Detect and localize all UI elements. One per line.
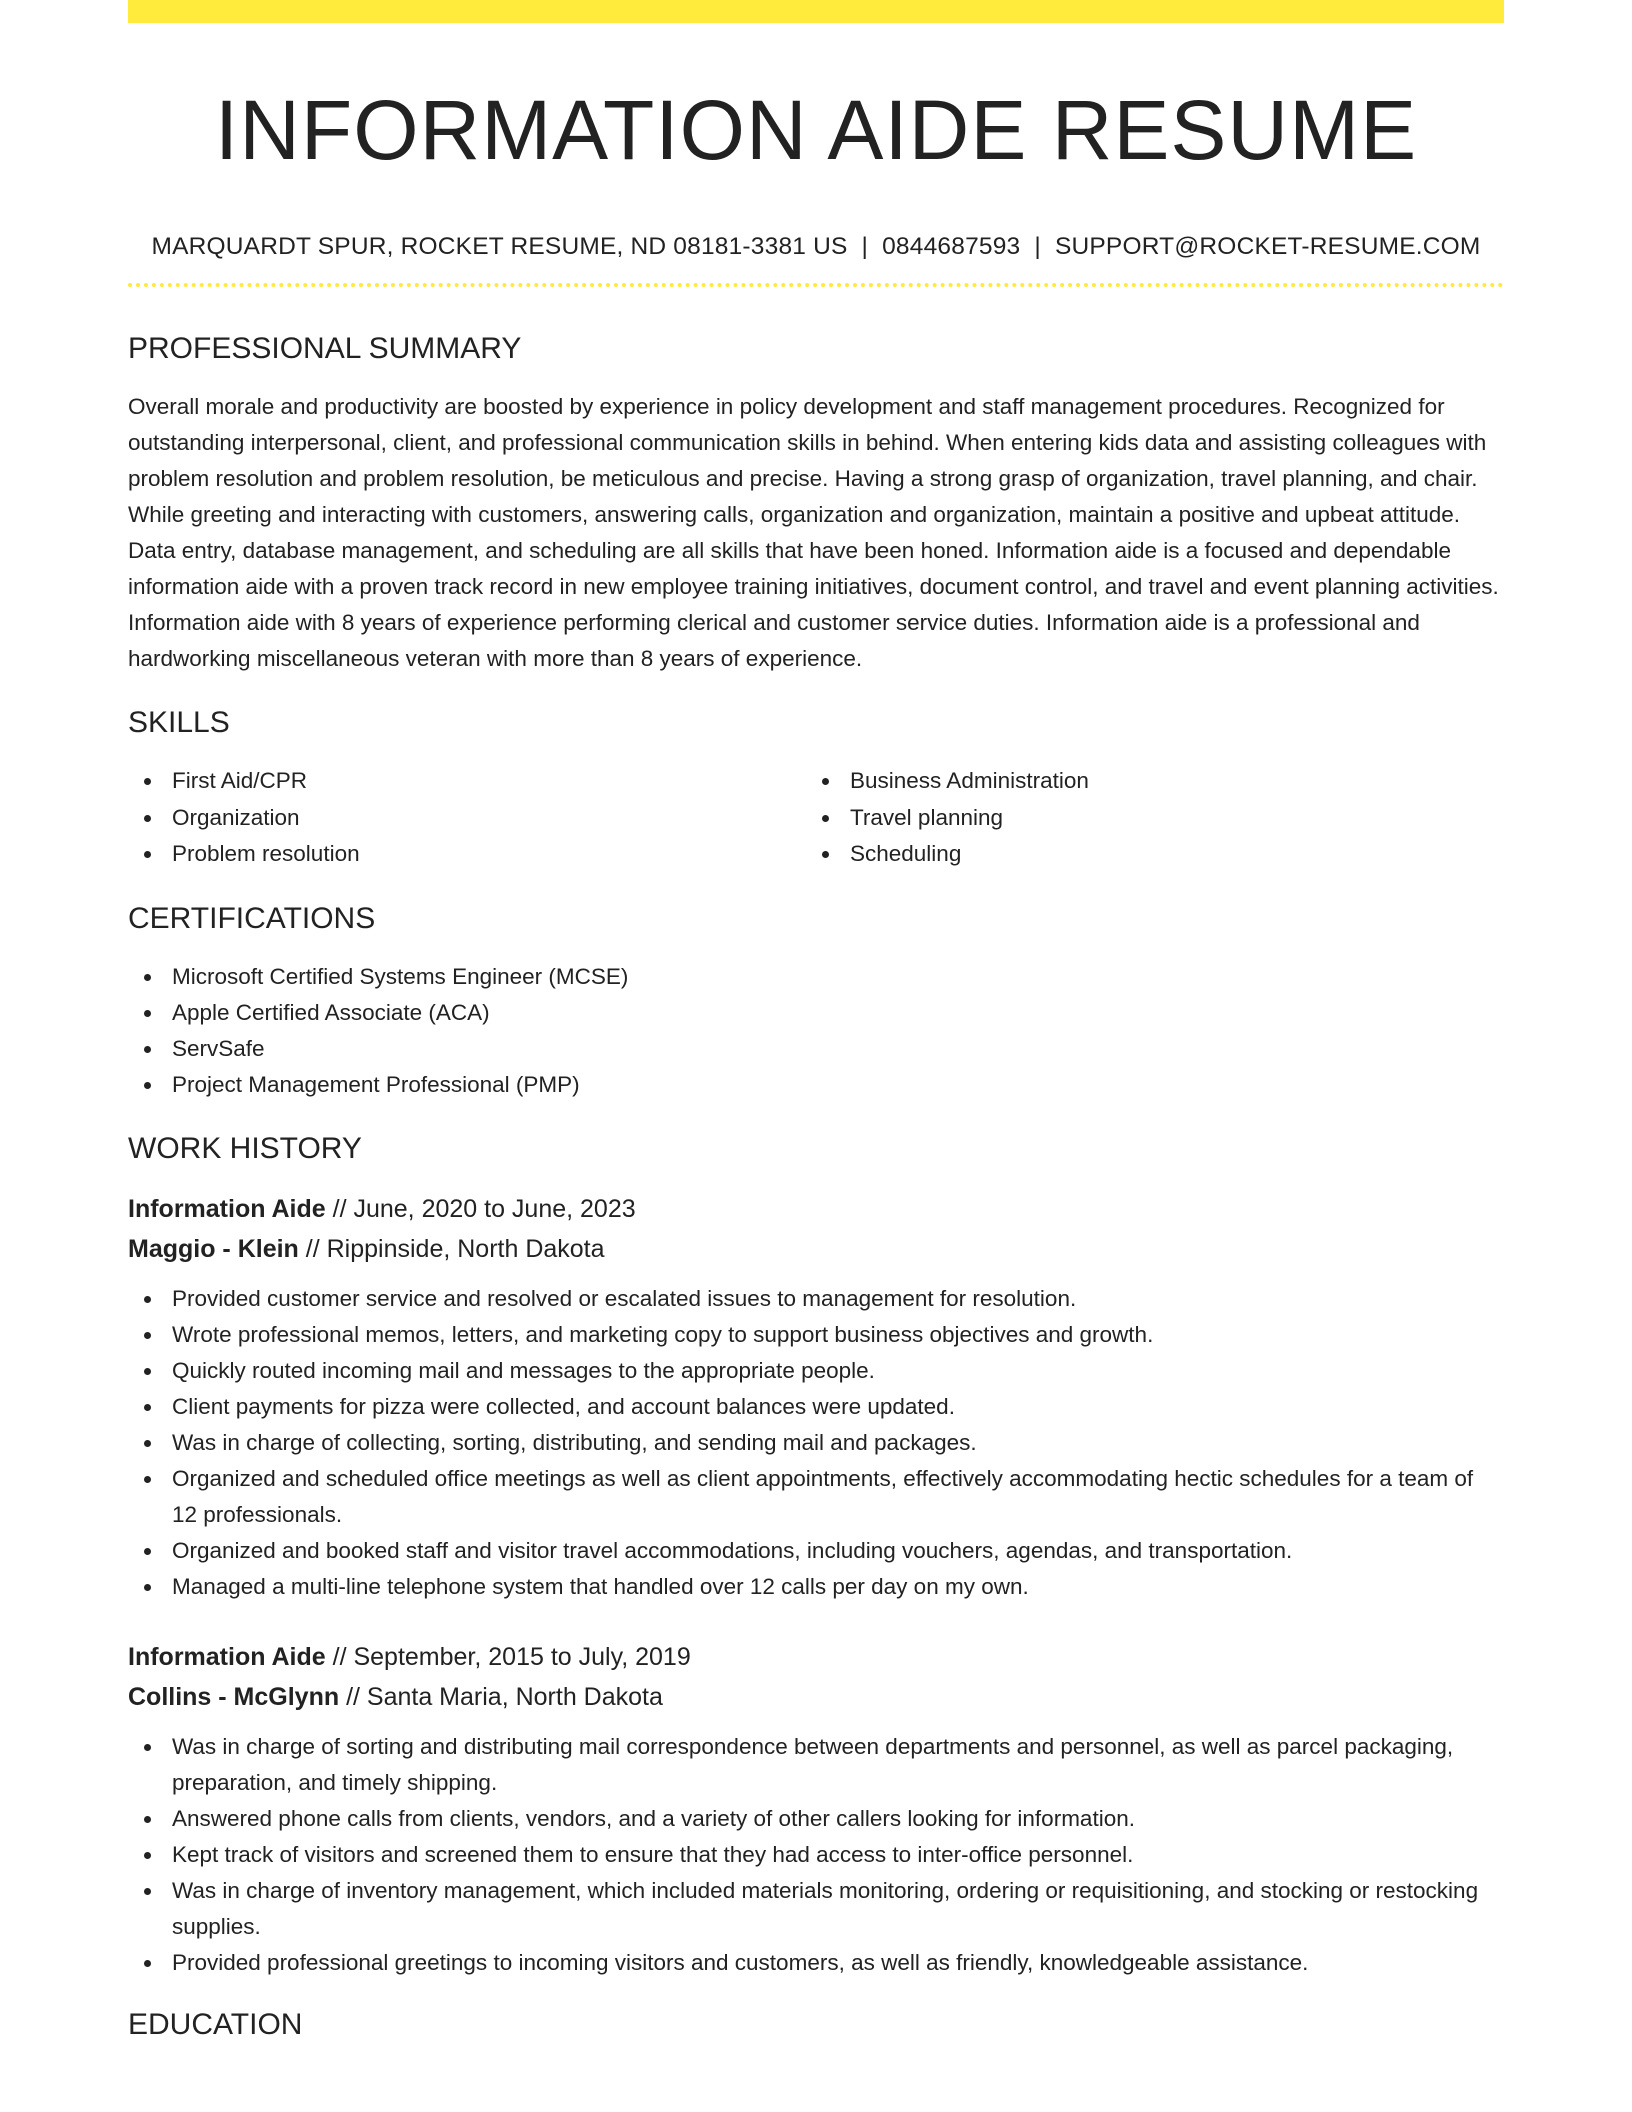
job-entry: [128, 1189, 1504, 1605]
job-bullet: Quickly routed incoming mail and messages to the appropriate people.: [128, 1353, 1504, 1389]
contact-separator: |: [861, 233, 869, 260]
job-bullet: Provided customer service and resolved or escalated issues to management for resolution.: [128, 1281, 1504, 1317]
skill-item: Business Administration: [806, 763, 1484, 800]
certification-item: Project Management Professional (PMP): [128, 1067, 1504, 1103]
certifications-list: [128, 959, 1504, 1103]
skills-left-list: [128, 763, 806, 873]
certifications-heading: CERTIFICATIONS: [128, 901, 376, 935]
job-bullets: [128, 1729, 1504, 1981]
work-history-heading: WORK HISTORY: [128, 1131, 362, 1165]
resume-page: [128, 0, 1504, 2045]
job-dates: // June, 2020 to June, 2023: [325, 1194, 636, 1223]
job-title: Information Aide: [128, 1194, 326, 1223]
skills-heading: SKILLS: [128, 706, 230, 739]
education-section: [128, 2005, 1504, 2045]
job-bullet: Client payments for pizza were collected, and account balances were updated.: [128, 1389, 1504, 1425]
job-company-line: [128, 1229, 1504, 1269]
job-bullet: Was in charge of collecting, sorting, distributing, and sending mail and packages.: [128, 1425, 1504, 1461]
summary-heading: PROFESSIONAL SUMMARY: [128, 332, 522, 365]
summary-text: Overall morale and productivity are boosted by experience in policy development and staff management procedures. Recognized for outstanding interpersonal, client, and professional communication skills in behind. When entering kids data and assisting colleagues with problem resolution and problem resolution, be meticulous and precise. Having a strong grasp of organization, travel planning, and chair. While greeting and interacting with customers, answering calls, organization and organization, maintain a positive and upbeat attitude. Data entry, database management, and scheduling are all skills that have been honed. Information aide is a focused and dependable information aide with a proven track record in new employee training initiatives, document control, and travel and event planning activities. Information aide with 8 years of experience performing clerical and customer service duties. Information aide is a professional and hardworking miscellaneous veteran with more than 8 years of experience.: [128, 394, 1499, 671]
skill-item: Organization: [128, 800, 806, 837]
job-bullet: Provided professional greetings to incoming visitors and customers, as well as friendly, knowledgeable assistance.: [128, 1945, 1504, 1981]
education-heading: EDUCATION: [128, 2007, 303, 2041]
certification-item: ServSafe: [128, 1031, 1504, 1067]
job-bullets: [128, 1281, 1504, 1605]
job-entry: [128, 1637, 1504, 1981]
contact-separator: |: [1034, 233, 1041, 260]
job-title-line: [128, 1189, 1504, 1229]
job-company: Maggio - Klein: [128, 1234, 299, 1263]
job-bullet: Kept track of visitors and screened them to ensure that they had access to inter-office personnel.: [128, 1837, 1504, 1873]
contact-email[interactable]: SUPPORT@ROCKET-RESUME.COM: [1054, 233, 1481, 260]
job-dates: // September, 2015 to July, 2019: [325, 1642, 691, 1671]
job-bullet: Was in charge of sorting and distributing mail correspondence between departments and personnel, as well as parcel packaging, preparation, and timely shipping.: [128, 1729, 1504, 1801]
contact-line: [128, 231, 1504, 263]
resume-title: INFORMATION AIDE RESUME: [214, 83, 1418, 177]
job-title: Information Aide: [128, 1642, 326, 1671]
contact-phone[interactable]: 0844687593: [882, 233, 1021, 260]
skill-item: Scheduling: [806, 836, 1484, 873]
job-bullet: Organized and scheduled office meetings as well as client appointments, effectively accommodating hectic schedules for a team of 12 professionals.: [128, 1461, 1504, 1533]
skills-right-list: [806, 763, 1484, 873]
job-company-line: [128, 1677, 1504, 1717]
job-bullet: Wrote professional memos, letters, and marketing copy to support business objectives and growth.: [128, 1317, 1504, 1353]
job-bullet: Answered phone calls from clients, vendors, and a variety of other callers looking for information.: [128, 1801, 1504, 1837]
summary-section: [128, 329, 1504, 677]
job-bullet: Managed a multi-line telephone system that handled over 12 calls per day on my own.: [128, 1569, 1504, 1605]
certification-item: Apple Certified Associate (ACA): [128, 995, 1504, 1031]
job-location: // Rippinside, North Dakota: [298, 1234, 605, 1263]
skills-grid: [128, 763, 1504, 873]
job-bullet: Was in charge of inventory management, which included materials monitoring, ordering or requisitioning, and stocking or restocking supplies.: [128, 1873, 1504, 1945]
certifications-section: [128, 899, 1504, 1103]
skill-item: Travel planning: [806, 800, 1484, 837]
skill-item: Problem resolution: [128, 836, 806, 873]
skill-item: First Aid/CPR: [128, 763, 806, 800]
contact-address: MARQUARDT SPUR, ROCKET RESUME, ND 08181-3381 US: [151, 233, 848, 260]
job-bullet: Organized and booked staff and visitor travel accommodations, including vouchers, agendas, and transportation.: [128, 1533, 1504, 1569]
work-history-section: [128, 1129, 1504, 1981]
job-title-line: [128, 1637, 1504, 1677]
certification-item: Microsoft Certified Systems Engineer (MCSE): [128, 959, 1504, 995]
job-company: Collins - McGlynn: [128, 1682, 340, 1711]
header-divider: [128, 283, 1504, 287]
skills-section: [128, 703, 1504, 873]
job-location: // Santa Maria, North Dakota: [339, 1682, 663, 1711]
